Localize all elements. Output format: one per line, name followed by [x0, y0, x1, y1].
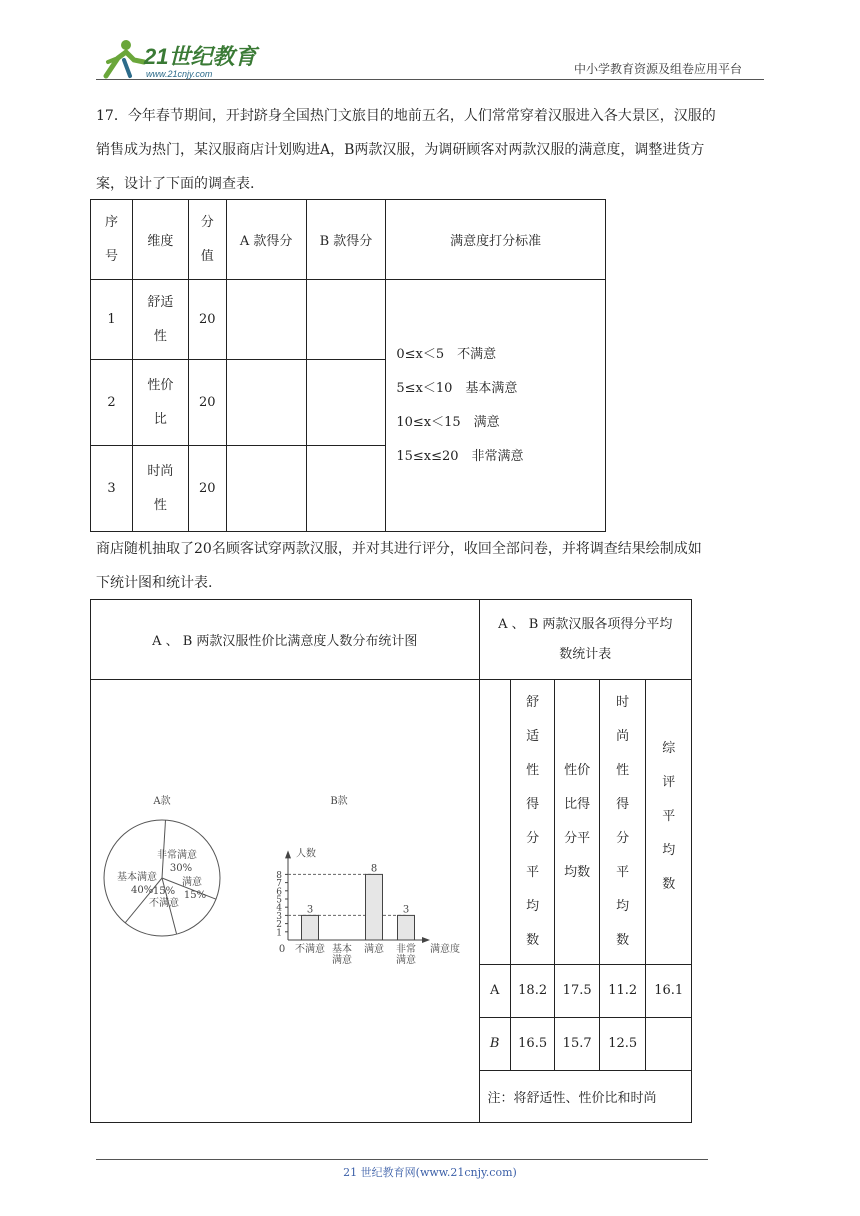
bar [302, 915, 319, 940]
criteria-line: 0≤x＜5 不满意 [396, 346, 497, 362]
a-value-avg: 17.5 [555, 964, 600, 1017]
row-dimension: 时尚 性 [132, 446, 188, 532]
y-tick-label: 3 [276, 911, 283, 922]
platform-title: 中小学教育资源及组卷应用平台 [574, 62, 743, 76]
survey-table [90, 199, 606, 532]
statistics-table [90, 599, 692, 1123]
b-score-cell [306, 446, 386, 532]
pie-slice-value: 15% [184, 890, 207, 901]
pie-slice-value: 30% [170, 863, 193, 874]
row-no: 3 [91, 446, 133, 532]
question-line-1: 17．今年春节期间，开封跻身全国热门文旅目的地前五名，人们常常穿着汉服进入各大景区，汉服的 [96, 108, 716, 124]
b-score-cell [306, 280, 386, 360]
x-tick-label: 满意 [332, 955, 353, 966]
site-logo [96, 36, 266, 82]
origin-label: 0 [279, 944, 286, 955]
b-value-avg: 15.7 [555, 1018, 600, 1070]
b-comfort-avg: 16.5 [510, 1018, 555, 1070]
x-axis-arrow [422, 937, 430, 943]
y-tick-label: 4 [276, 903, 283, 914]
chart-cell [91, 680, 480, 1123]
bar-value-label: 3 [307, 904, 314, 916]
question-line-2: 销售成为热门，某汉服商店计划购进A，B两款汉服，为调研顾客对两款汉服的满意度，调整进货方 [96, 142, 705, 158]
header-divider [96, 79, 764, 80]
b-score-cell [306, 360, 386, 446]
x-tick-label: 满意 [396, 955, 417, 966]
footer-divider [96, 1159, 708, 1160]
row-label-b: B [479, 1018, 510, 1070]
x-tick-label: 不满意 [295, 944, 326, 955]
y-tick-label: 1 [276, 928, 283, 939]
a-fashion-avg: 11.2 [599, 964, 646, 1017]
row-no: 1 [91, 280, 133, 360]
pie-slice-label: 非常满意 [157, 850, 198, 861]
row-label-header-cell [479, 680, 510, 965]
runner-logo-icon [96, 36, 266, 82]
charts-svg [93, 680, 476, 1118]
pie-slice-label: 满意 [182, 877, 203, 888]
criteria-line: 10≤x＜15 满意 [396, 414, 500, 430]
overall-column-header: 综 评 平 均 数 [646, 680, 692, 965]
value-column-header: 性价 比得 分平 均数 [555, 680, 600, 965]
fashion-column-header: 时 尚 性 得 分 平 均 数 [599, 680, 646, 965]
comfort-column-header: 舒 适 性 得 分 平 均 数 [510, 680, 555, 965]
criteria-line: 5≤x＜10 基本满意 [396, 380, 518, 396]
question-line-3: 案，设计了下面的调查表. [96, 176, 255, 192]
x-tick-label: 非常 [396, 944, 417, 955]
x-axis-label: 满意度 [430, 944, 461, 955]
header-standard: 满意度打分标准 [386, 200, 606, 280]
pie-title: A款 [153, 796, 171, 807]
b-fashion-avg: 12.5 [599, 1018, 646, 1070]
y-axis-arrow [285, 850, 291, 858]
note-cell: 注：将舒适性、性价比和时尚 [479, 1070, 691, 1123]
y-tick-label: 6 [276, 887, 283, 898]
chart-header: A 、 B 两款汉服性价比满意度人数分布统计图 [91, 600, 480, 680]
row-label-a: A [479, 964, 510, 1017]
y-tick-label: 7 [276, 879, 283, 890]
y-axis-label: 人数 [296, 848, 317, 860]
criteria-line: 15≤x≤20 非常满意 [396, 448, 524, 464]
row-score: 20 [188, 280, 226, 360]
pie-slice-label: 不满意 [149, 898, 180, 909]
y-tick-label: 2 [276, 920, 283, 931]
bar-title: B款 [330, 796, 348, 807]
pie-slice-label: 基本满意 [117, 872, 158, 883]
y-tick-label: 5 [276, 895, 283, 906]
header-b-score: B 款得分 [306, 200, 386, 280]
a-comfort-avg: 18.2 [510, 964, 555, 1017]
x-tick-label: 基本 [332, 944, 353, 955]
row-score: 20 [188, 446, 226, 532]
y-tick-label: 8 [276, 870, 283, 881]
bar-value-label: 3 [403, 904, 410, 916]
b-overall-avg [646, 1018, 692, 1070]
average-table-header: A 、 B 两款汉服各项得分平均 数统计表 [479, 600, 691, 680]
middle-line-1: 商店随机抽取了20名顾客试穿两款汉服，并对其进行评分，收回全部问卷，并将调查结果绘制成如 [96, 541, 702, 557]
pie-slice-value: 40% [131, 885, 154, 896]
row-dimension: 舒适 性 [132, 280, 188, 360]
header-score: 分 值 [188, 200, 226, 280]
bar-value-label: 8 [371, 863, 378, 875]
criteria-cell [386, 280, 606, 532]
a-overall-avg: 16.1 [646, 964, 692, 1017]
header-no: 序 号 [91, 200, 133, 280]
pie-slice-value: 15% [153, 886, 176, 897]
row-score: 20 [188, 360, 226, 446]
header-a-score: A 款得分 [226, 200, 306, 280]
a-score-cell [226, 280, 306, 360]
a-score-cell [226, 446, 306, 532]
header-dimension: 维度 [132, 200, 188, 280]
bar [398, 915, 415, 940]
x-tick-label: 满意 [364, 944, 385, 955]
footer-text: 21 世纪教育网(www.21cnjy.com) [343, 1166, 517, 1179]
a-score-cell [226, 360, 306, 446]
row-no: 2 [91, 360, 133, 446]
svg-text:www.21cnjy.com: www.21cnjy.com [146, 69, 213, 79]
bar [366, 874, 383, 940]
svg-text:21世纪教育: 21世纪教育 [144, 44, 257, 69]
middle-line-2: 下统计图和统计表. [96, 575, 213, 591]
row-dimension: 性价 比 [132, 360, 188, 446]
